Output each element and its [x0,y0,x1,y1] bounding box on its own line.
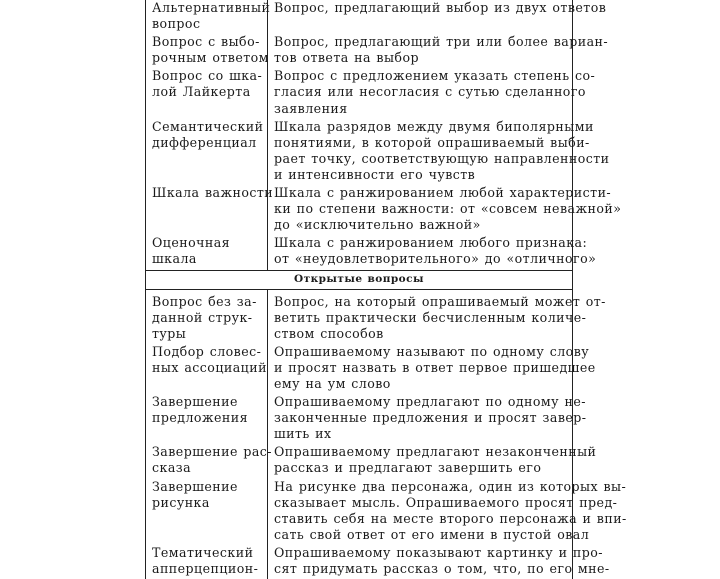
term-line: Завершение рас- [152,444,272,460]
term-line: апперцепцион- [152,561,259,576]
term-line: Вопрос со шка- [152,68,263,84]
term-line: предложения [152,410,248,426]
definition-line: гласия или несогласия с сутью сделанного [274,84,586,100]
definition-line: сать свой ответ от его имени в пустой овал [274,526,590,542]
definition-line: ветить практически бесчисленным количе- [274,309,587,325]
term-line: Вопрос без за- [152,293,257,309]
term-cell [146,545,268,579]
table-row [146,545,573,579]
definition-line: понятиями, в которой опрашиваемый выби- [274,134,590,150]
definition-cell [268,235,597,270]
question-types-table [145,0,627,579]
term-line: Шкала важности [152,185,274,201]
term-line: Вопрос с выбо- [152,34,260,50]
term-line: дифференциал [152,134,257,150]
term-cell [146,394,268,444]
term-line: сказа [152,460,192,476]
term-line: Тематический [152,544,254,560]
definition-line: рассказ и предлагают завершить его [274,460,542,476]
definition-cell [268,444,597,478]
definition-cell [268,185,622,235]
table-row [146,289,573,344]
term-line: Подбор словес- [152,343,262,359]
definition-line: На рисунке два персонажа, один из которых вы- [274,478,627,494]
term-cell [146,444,272,478]
definition-cell [268,34,609,68]
term-line: Оценочная [152,235,231,251]
term-line: шкала [152,251,197,267]
table-row [146,394,573,444]
term-cell [146,0,271,34]
definition-line: сказывает мысль. Опрашиваемого просят пред- [274,494,618,510]
definition-line: Вопрос, на который опрашиваемый может от- [274,293,606,309]
definition-line: ставить себя на месте второго персонажа и впи- [274,510,627,526]
term-cell [146,119,268,185]
term-line: Завершение [152,394,238,410]
definition-line: ством способов [274,325,384,341]
term-line: лой Лайкерта [152,84,251,100]
term-line: туры [152,325,187,341]
term-line: рисунка [152,494,210,510]
definition-line: Вопрос, предлагающий три или более вариан- [274,34,609,50]
term-line: ных ассоциаций [152,359,267,375]
definition-cell [268,394,587,444]
definition-line: тов ответа на выбор [274,50,420,66]
definition-line: Опрашиваемому показывают картинку и про- [274,544,603,560]
table-row [146,185,573,235]
table-row [146,0,573,34]
table-row [146,344,573,394]
term-cell [146,344,268,394]
definition-line: Шкала разрядов между двумя биполярными [274,118,594,134]
definition-line: до «исключительно важной» [274,217,481,233]
definition-line: заявления [274,100,348,116]
term-cell [146,68,268,118]
definition-line: рает точку, соответствующую направленности [274,150,610,166]
section-header-group [146,270,573,289]
term-cell [146,185,274,235]
definition-line: Опрашиваемому предлагают незаконченный [274,444,597,460]
definition-line: шить их [274,426,332,442]
table-row [146,34,573,68]
table-row [146,444,573,478]
definition-cell [268,343,596,394]
section-header-row [146,270,573,289]
table-row [146,479,573,545]
definition-line: и просят назвать в ответ первое пришедшее [274,359,596,375]
term-line: Завершение [152,478,238,494]
definition-line: Опрашиваемому предлагают по одному не- [274,394,586,410]
definition-cell [268,289,606,344]
term-line: рочным ответом [152,50,269,66]
definition-cell [268,0,607,34]
term-cell [146,235,268,270]
definition-cell [268,544,610,579]
term-line: данной струк- [152,309,253,325]
definition-line: Вопрос, предлагающий выбор из двух ответов [274,0,607,15]
term-cell [146,289,268,344]
definition-line: от «неудовлетворительного» до «отличного» [274,251,597,267]
section-header-open-questions: Открытые вопросы [146,270,573,289]
table-row [146,68,573,118]
definition-cell [268,68,596,118]
definition-line: ки по степени важности: от «совсем неважной» [274,201,622,217]
definition-line: ему на ум слово [274,375,391,391]
term-line: вопрос [152,16,201,32]
definition-cell [268,118,610,185]
table-row [146,119,573,185]
open-questions-group [146,289,627,579]
definition-line: Шкала с ранжированием любой характеристи- [274,185,612,201]
table-row [146,235,573,270]
term-line: Семантический [152,118,264,134]
definition-line: законченные предложения и просят завер- [274,410,587,426]
definition-cell [268,478,627,545]
closed-questions-group [146,0,622,270]
definition-line: Шкала с ранжированием любого признака: [274,235,588,251]
definition-line: Опрашиваемому называют по одному слову [274,343,590,359]
definition-line: и интенсивности его чувств [274,166,476,182]
term-cell [146,34,268,68]
term-line: Альтернативный [152,0,271,15]
term-cell [146,479,268,545]
definition-line: Вопрос с предложением указать степень со- [274,68,596,84]
definition-line: сят придумать рассказ о том, что, по его мне- [274,561,610,576]
